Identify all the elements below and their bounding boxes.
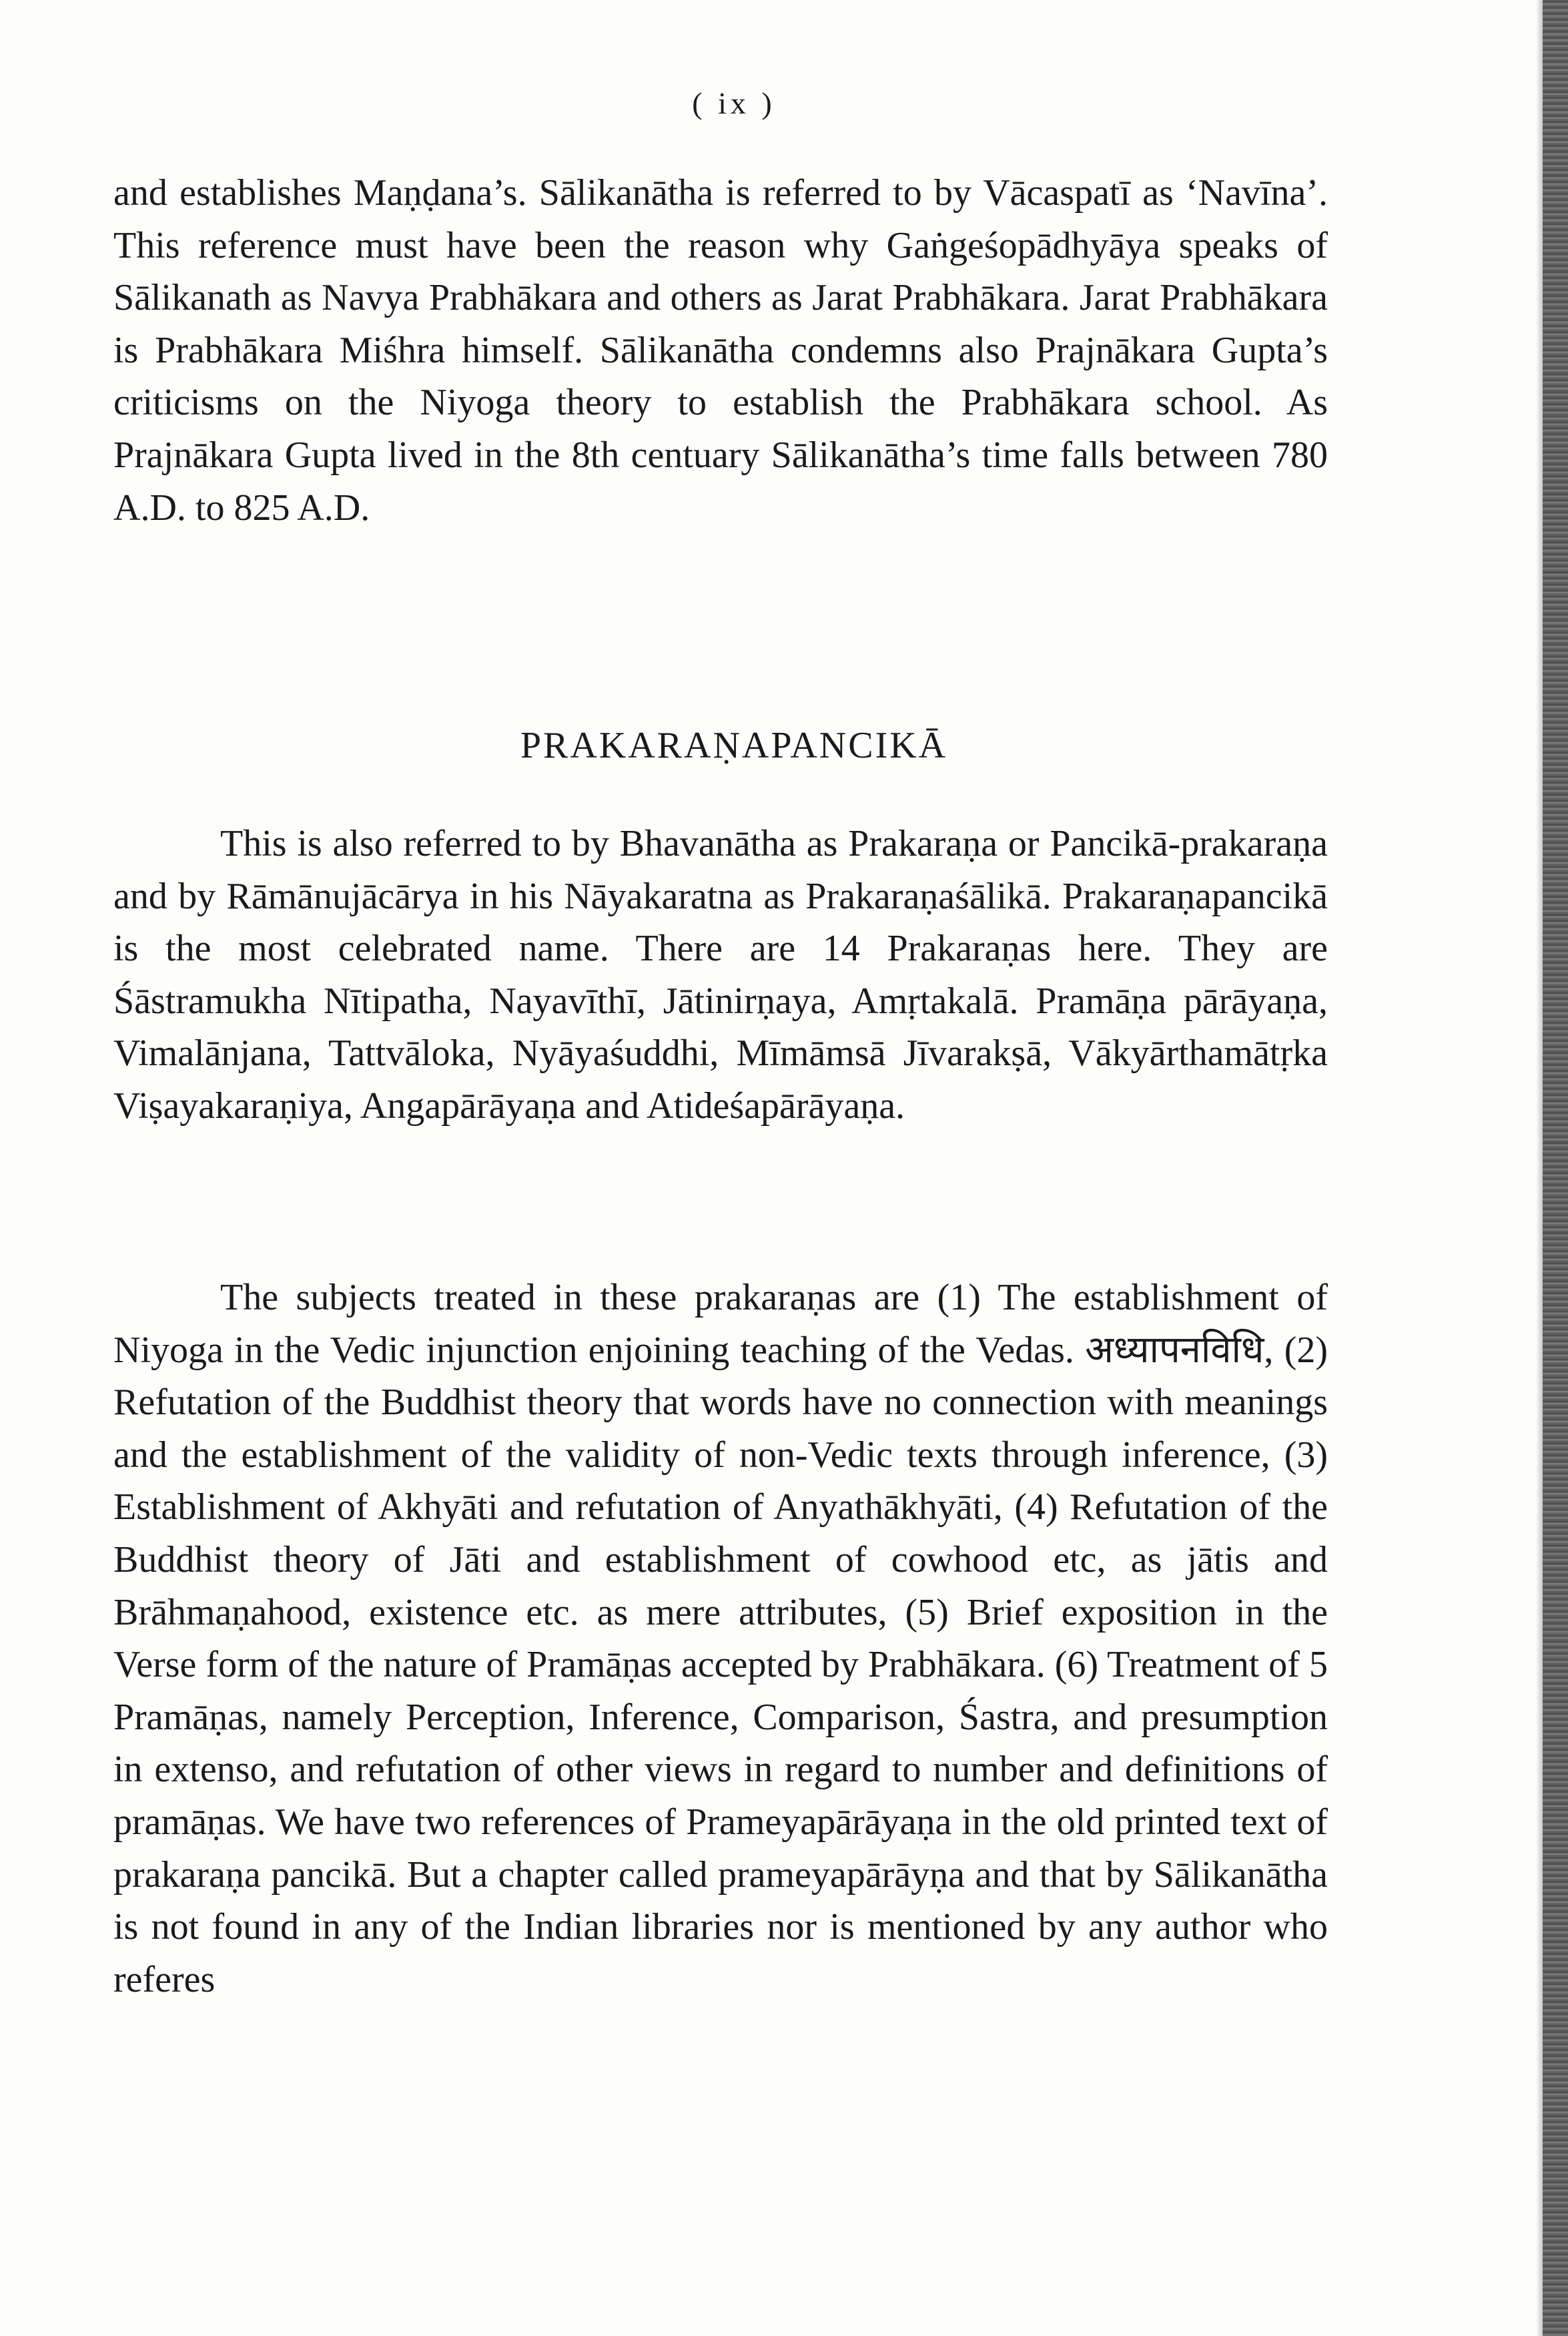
section-heading: PRAKARAṆAPANCIKĀ: [520, 725, 948, 766]
paragraph-3-text: The subjects treated in these prakaraṇas are (1) The establishment of Niyoga in the Vedic injunction enjoining teaching of the Vedas. अध्यापनविधि, (2) Refutation of the Buddhist theory that words have no connection with meanings and the establishment of the validity of non-Vedic texts through inference, (3) Establishment of Akhyāti and refutation of Anyathākhyāti, (4) Refutation of the Buddhist theory of Jāti and establishment of cowhood etc, as jātis and Brāhmaṇahood, existence etc. as mere attributes, (5) Brief exposition in the Verse form of the nature of Pramāṇas accepted by Prabhākara. (6) Treatment of 5 Pramāṇas, namely Perception, Inference, Comparison, Śastra, and presumption in extenso, and refutation of other views in regard to number and definitions of pramāṇas. We have two references of Prameyapārāyaṇa in the old printed text of prakaraṇa pancikā. But a chapter called prameyapārāyṇa and that by Sālikanātha is not found in any of the Indian libraries nor is mentioned by any author who referes: [113, 1277, 1328, 2000]
book-spine-edge: [1543, 0, 1568, 2336]
paragraph-1-text: and establishes Maṇḍana’s. Sālikanātha is referred to by Vācaspatī as ‘Navīna’. This reference must have been the reason why Gaṅgeśopādhyāya speaks of Sālikanath as Navya Prabhākara and others as Jarat Prabhākara. Jarat Prabhākara is Prabhākara Miśhra himself. Sālikanātha condemns also Prajnākara Gupta’s criticisms on the Niyoga theory to establish the Prabhākara school. As Prajnākara Gupta lived in the 8th centuary Sālikanātha’s time falls between 780 A.D. to 825 A.D.: [113, 172, 1328, 529]
paragraph-1: [113, 167, 1328, 534]
page-number: ( ix ): [692, 86, 776, 120]
paragraph-3: [113, 1271, 1328, 2006]
paragraph-2-text: This is also referred to by Bhavanātha as Prakaraṇa or Pancikā-prakaraṇa and by Rāmānujācārya in his Nāyakaratna as Prakaraṇaśālikā. Prakaraṇapancikā is the most celebrated name. There are 14 Prakaraṇas here. They are Śāstramukha Nītipatha, Nayavīthī, Jātinirṇaya, Amṛtakalā. Pramāṇa pārāyaṇa, Vimalānjana, Tattvāloka, Nyāyaśuddhi, Mīmāmsā Jīvarakṣā, Vākyārthamātṛka Viṣayakaraṇiya, Angapārāyaṇa and Atideśapārāyaṇa.: [113, 823, 1328, 1127]
paragraph-2: [113, 818, 1328, 1133]
page-edge-shadow: [1536, 0, 1543, 2336]
